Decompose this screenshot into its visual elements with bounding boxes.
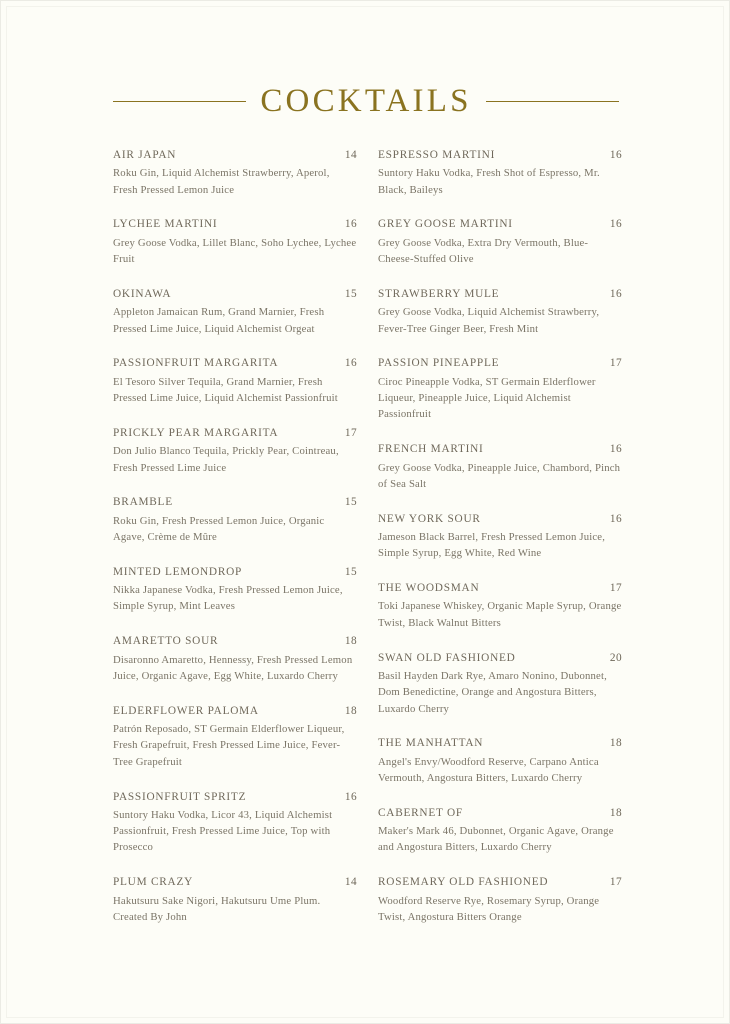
menu-item — [378, 580, 622, 631]
menu-item — [113, 147, 357, 198]
menu-item — [113, 425, 357, 476]
menu-item-name: AIR JAPAN — [113, 149, 177, 161]
menu-item-description: Roku Gin, Fresh Pressed Lemon Juice, Organic Agave, Crème de Mûre — [113, 514, 325, 544]
page-title-block — [113, 85, 619, 118]
menu-item — [113, 874, 357, 925]
menu-item — [378, 355, 622, 422]
menu-item-price: 18 — [344, 635, 357, 648]
menu-item-description: Jameson Black Barrel, Fresh Pressed Lemon Juice, Simple Syrup, Egg White, Red Wine — [378, 531, 606, 560]
menu-item-price: 18 — [344, 704, 357, 717]
menu-item-price: 15 — [344, 496, 357, 509]
menu-item-description: Angel's Envy/Woodford Reserve, Carpano Antica Vermouth, Angostura Bitters, Luxardo Cherry — [378, 755, 599, 785]
menu-item-name: STRAWBERRY MULE — [378, 287, 500, 300]
menu-columns — [113, 147, 623, 925]
menu-item-description: Appleton Jamaican Rum, Grand Marnier, Fresh Pressed Lime Juice, Liquid Alchemist Orgeat — [113, 306, 325, 335]
menu-item-description: Patrón Reposado, ST Germain Elderflower Liqueur, Fresh Grapefruit, Fresh Pressed Lime Juice, Fever-Tree Grapefruit — [113, 723, 345, 768]
menu-item-header — [113, 703, 357, 719]
menu-item-description: Suntory Haku Vodka, Fresh Shot of Espresso, Mr. Black, Baileys — [378, 167, 600, 196]
menu-item-name: MINTED LEMONDROP — [113, 565, 243, 578]
menu-item — [113, 633, 357, 684]
menu-item — [378, 216, 622, 267]
menu-item-header — [378, 580, 622, 596]
menu-item-description: Suntory Haku Vodka, Licor 43, Liquid Alchemist Passionfruit, Fresh Pressed Lime Juice, Top with Prosecco — [113, 808, 333, 854]
menu-item-price: 17 — [609, 357, 622, 370]
menu-item-price: 18 — [609, 737, 622, 750]
menu-item-description: Don Julio Blanco Tequila, Prickly Pear, Cointreau, Fresh Pressed Lime Juice — [113, 445, 339, 474]
menu-item — [378, 735, 622, 786]
menu-item-header — [378, 286, 622, 302]
menu-item — [113, 286, 357, 337]
menu-item-name: GREY GOOSE MARTINI — [378, 218, 513, 231]
menu-item-price: 15 — [344, 287, 357, 300]
menu-item-price: 16 — [609, 287, 622, 300]
menu-item-header — [113, 633, 357, 649]
menu-item-description: Grey Goose Vodka, Lillet Blanc, Soho Lychee, Lychee Fruit — [113, 236, 357, 266]
menu-item — [113, 216, 357, 267]
menu-item-description: El Tesoro Silver Tequila, Grand Marnier, Fresh Pressed Lime Juice, Liquid Alchemist Passionfruit — [113, 375, 338, 405]
menu-item-name: ELDERFLOWER PALOMA — [113, 704, 259, 717]
menu-item-description: Grey Goose Vodka, Extra Dry Vermouth, Blue-Cheese-Stuffed Olive — [378, 236, 589, 266]
menu-item-header — [378, 355, 622, 371]
menu-item-name: FRENCH MARTINI — [378, 443, 484, 456]
menu-item-description: Ciroc Pineapple Vodka, ST Germain Elderflower Liqueur, Pineapple Juice, Liquid Alchemist Passionfruit — [378, 375, 596, 421]
menu-item-description: Basil Hayden Dark Rye, Amaro Nonino, Dubonnet, Dom Benedictine, Orange and Angostura Bitters, Luxardo Cherry — [378, 669, 607, 715]
menu-item — [378, 147, 622, 198]
menu-item-header — [113, 874, 357, 890]
title-rule-right — [486, 101, 619, 102]
menu-item-description: Disaronno Amaretto, Hennessy, Fresh Pressed Lemon Juice, Organic Agave, Egg White, Luxardo Cherry — [113, 653, 353, 682]
menu-item-header — [113, 564, 357, 580]
menu-item-name: OKINAWA — [113, 287, 172, 300]
menu-item-name: BRAMBLE — [113, 496, 173, 509]
menu-item — [113, 564, 357, 615]
menu-item-name: PLUM CRAZY — [113, 876, 193, 889]
menu-item-price: 17 — [344, 426, 357, 439]
menu-item-name: PASSIONFRUIT SPRITZ — [113, 790, 247, 803]
menu-item — [378, 650, 622, 717]
menu-item-name: PRICKLY PEAR MARGARITA — [113, 426, 279, 439]
menu-item-header — [113, 286, 357, 302]
menu-item-description: Toki Japanese Whiskey, Organic Maple Syrup, Orange Twist, Black Walnut Bitters — [378, 600, 622, 629]
menu-item-price: 16 — [609, 149, 622, 161]
menu-item — [378, 441, 622, 492]
menu-item-price: 17 — [609, 582, 622, 595]
menu-item-header — [378, 735, 622, 751]
menu-item-header — [113, 494, 357, 510]
menu-column-left — [113, 147, 357, 925]
menu-item-price: 16 — [609, 512, 622, 525]
menu-item-description: Hakutsuru Sake Nigori, Hakutsuru Ume Plum. Created By John — [113, 894, 321, 923]
menu-item-header — [113, 216, 357, 232]
menu-item-name: LYCHEE MARTINI — [113, 218, 218, 231]
menu-item-header — [378, 511, 622, 527]
menu-item — [113, 494, 357, 545]
menu-item-name: NEW YORK SOUR — [378, 512, 481, 525]
menu-item-name: AMARETTO SOUR — [113, 635, 219, 648]
menu-item-name: PASSION PINEAPPLE — [378, 357, 500, 370]
menu-item-header — [378, 874, 622, 890]
menu-item-price: 20 — [609, 651, 622, 664]
menu-item-name: ROSEMARY OLD FASHIONED — [378, 876, 549, 889]
menu-item-header — [378, 805, 622, 821]
menu-item-description: Roku Gin, Liquid Alchemist Strawberry, Aperol, Fresh Pressed Lemon Juice — [113, 167, 330, 196]
menu-item-price: 18 — [609, 806, 622, 819]
menu-item-price: 15 — [344, 565, 357, 578]
menu-item — [378, 874, 622, 925]
menu-item-description: Nikka Japanese Vodka, Fresh Pressed Lemon Juice, Simple Syrup, Mint Leaves — [113, 584, 343, 613]
menu-item-header — [113, 355, 357, 371]
menu-item-description: Woodford Reserve Rye, Rosemary Syrup, Orange Twist, Angostura Bitters Orange — [378, 894, 600, 923]
menu-item-description: Grey Goose Vodka, Pineapple Juice, Chambord, Pinch of Sea Salt — [378, 461, 621, 490]
menu-item-price: 16 — [609, 218, 622, 231]
menu-item-description: Grey Goose Vodka, Liquid Alchemist Strawberry, Fever-Tree Ginger Beer, Fresh Mint — [378, 306, 600, 335]
menu-item — [378, 286, 622, 337]
menu-item — [378, 511, 622, 562]
menu-item-name: ESPRESSO MARTINI — [378, 149, 496, 161]
menu-item-header — [113, 147, 357, 163]
menu-item — [113, 703, 357, 770]
menu-item-header — [378, 147, 622, 163]
menu-item — [113, 789, 357, 856]
menu-item-price: 16 — [609, 443, 622, 456]
menu-item-name: THE WOODSMAN — [378, 582, 480, 595]
menu-item-header — [378, 441, 622, 457]
title-rule-left — [113, 101, 246, 102]
menu-item-price: 14 — [344, 876, 357, 889]
menu-item — [113, 355, 357, 406]
menu-item-price: 16 — [344, 790, 357, 803]
menu-item-name: SWAN OLD FASHIONED — [378, 651, 516, 664]
menu-item-price: 16 — [344, 357, 357, 370]
menu-item-price: 14 — [344, 149, 357, 161]
menu-column-right — [378, 147, 622, 925]
menu-item-price: 17 — [609, 876, 622, 889]
menu-item-header — [113, 425, 357, 441]
menu-item — [378, 805, 622, 856]
menu-item-name: PASSIONFRUIT MARGARITA — [113, 357, 279, 370]
page-title: COCKTAILS — [260, 83, 472, 119]
menu-item-header — [378, 216, 622, 232]
menu-item-header — [113, 789, 357, 805]
menu-item-description: Maker's Mark 46, Dubonnet, Organic Agave, Orange and Angostura Bitters, Luxardo Cherry — [378, 825, 614, 854]
menu-item-price: 16 — [344, 218, 357, 231]
menu-item-header — [378, 650, 622, 666]
menu-item-name: THE MANHATTAN — [378, 737, 484, 750]
menu-item-name: CABERNET OF — [378, 806, 463, 819]
